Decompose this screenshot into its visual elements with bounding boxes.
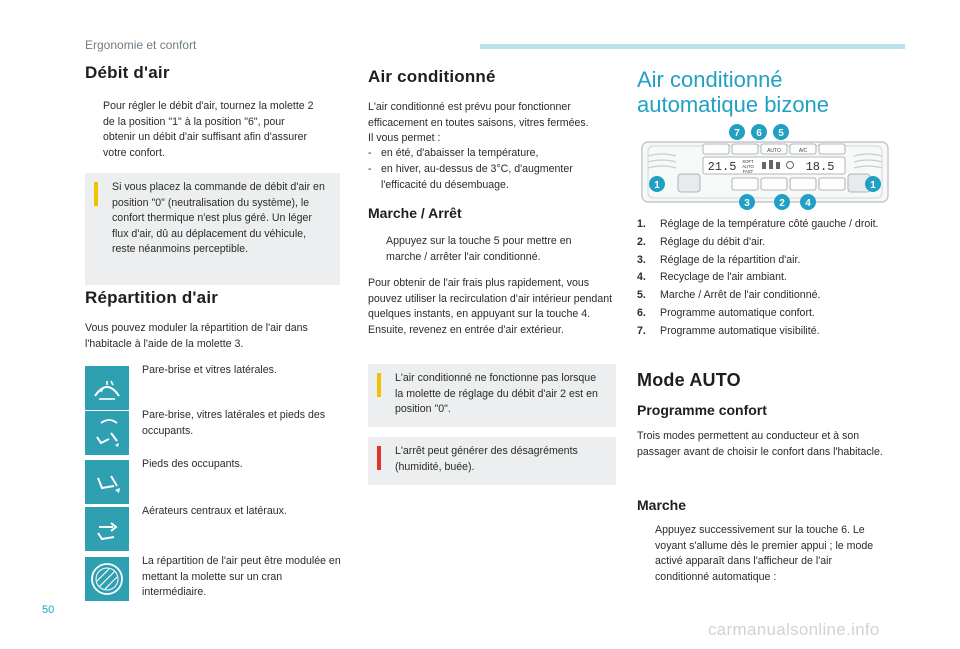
watermark: carmanualsonline.info <box>708 620 880 639</box>
climate-panel-illustration <box>640 116 890 212</box>
header-title: Ergonomie et confort <box>85 38 197 52</box>
debit-info-text: Si vous placez la commande de débit d'air en position "0" (neutralisation du système), le confort thermique n'est plus géré. Un léger flux d'air, dû au déplacement du véhicule, reste néanmoins perceptible. <box>112 181 325 256</box>
callout-6: 6 <box>756 128 762 139</box>
panel-button-auto: AUTO <box>767 148 781 154</box>
panel-soft-label: SOFT <box>742 159 754 164</box>
repartition-intro: Vous pouvez moduler la répartition de l'air dans l'habitacle à l'aide de la molette 3. <box>85 322 308 350</box>
marche-arret-text <box>368 234 600 265</box>
ac-warning-text: L'arrêt peut générer des désagréments (humidité, buée). <box>395 445 578 473</box>
legend-num: 7. <box>637 324 646 337</box>
marche-text <box>637 523 887 585</box>
callout-3: 3 <box>744 198 750 209</box>
legend-item <box>637 323 887 341</box>
distribution-text: Aérateurs centraux et latéraux. <box>142 505 287 517</box>
ac-intro-1: L'air conditionné est prévu pour fonctionner efficacement en toutes saisons, vitres fermées. <box>368 101 589 129</box>
panel-legend <box>637 216 887 341</box>
legend-num: 2. <box>637 235 646 248</box>
debit-text-body: Pour régler le débit d'air, tournez la molette 2 de la position "1" à la position "6", pour obtenir un débit d'air suffisant afin d'assurer votre confort. <box>103 100 314 159</box>
legend-num: 1. <box>637 218 646 230</box>
face-vent-icon <box>85 507 129 551</box>
distribution-text: Pare-brise, vitres latérales et pieds des occupants. <box>142 409 326 437</box>
debit-title: Débit d'air <box>85 63 170 82</box>
left-temp-dial <box>678 174 700 192</box>
programme-confort-title: Programme confort <box>637 402 767 418</box>
legend-num: 5. <box>637 289 646 302</box>
panel-temp-left: 21.5 <box>707 160 737 174</box>
ac-title: Air conditionné <box>368 67 496 86</box>
windscreen-demist-icon <box>85 366 129 410</box>
ac-dash-1: - en été, d'abaisser la température, <box>368 147 539 159</box>
legend-text: Recyclage de l'air ambiant. <box>660 271 787 284</box>
ac-warning-box <box>368 437 616 485</box>
header-bar <box>480 44 905 49</box>
warning-icon <box>377 446 381 470</box>
debit-text <box>85 99 317 161</box>
legend-text: Marche / Arrêt de l'air conditionné. <box>660 289 821 302</box>
panel-auto-label: AUTO <box>742 164 754 169</box>
marche-arret-body: Appuyez sur la touche 5 pour mettre en marche / arrêter l'air conditionné. <box>386 235 572 263</box>
panel-button-ac: A/C <box>798 148 808 154</box>
ac-dash-2: - en hiver, au-dessus de 3°C, d'augmenter l'efficacité du désembuage. <box>368 163 573 191</box>
legend-num: 6. <box>637 306 646 319</box>
marche-text-body: Appuyez successivement sur la touche 6. Le voyant s'allume dès le premier appui ; le mode activé apparaît dans l'afficheur de l'air conditionné automatique : <box>655 524 874 583</box>
legend-item <box>637 252 887 270</box>
legend-item <box>637 287 887 305</box>
marche-title: Marche <box>637 497 687 513</box>
ac-dash-2-text: en hiver, au-dessus de 3°C, d'augmenter l'efficacité du désembuage. <box>381 163 573 191</box>
page-number: 50 <box>42 604 55 616</box>
info-icon <box>94 182 98 206</box>
ac-dash-1-text: en été, d'abaisser la température, <box>381 147 539 159</box>
legend-text: Programme automatique visibilité. <box>660 324 820 337</box>
callout-2: 2 <box>779 198 785 209</box>
callout-7: 7 <box>734 128 740 139</box>
ac-info-text: L'air conditionné ne fonctionne pas lorsque la molette de réglage du débit d'air 2 est en position "0". <box>395 372 598 416</box>
info-icon <box>377 373 381 397</box>
callout-1-left: 1 <box>654 180 660 191</box>
callout-1-right: 1 <box>870 180 876 191</box>
climate-control-panel <box>640 116 890 212</box>
panel-temp-right: 18.5 <box>805 160 835 174</box>
legend-text: Réglage de la température côté gauche / droit. <box>660 218 879 230</box>
repartition-title: Répartition d'air <box>85 288 219 307</box>
auto-bizone-title <box>637 67 829 117</box>
distribution-dial-icon <box>85 557 129 601</box>
ac-intro-2: Il vous permet : <box>368 132 441 144</box>
recirc-text: Pour obtenir de l'air frais plus rapidement, vous pouvez utiliser la recirculation d'air intérieur pendant quelques instants, en appuyant sur la touche 4. Ensuite, revenez en entrée d'air extérieur. <box>368 277 613 336</box>
mode-auto-title: Mode AUTO <box>637 370 741 390</box>
programme-confort-text: Trois modes permettent au conducteur et à son passager avant de choisir le confort dans l'habitacle. <box>637 430 883 458</box>
callout-4: 4 <box>805 198 811 209</box>
distribution-text: La répartition de l'air peut être modulée en mettant la molette sur un cran intermédiaire. <box>142 555 341 599</box>
legend-num: 3. <box>637 253 646 266</box>
windscreen-and-feet-icon <box>85 411 129 455</box>
debit-info-box <box>85 173 340 285</box>
legend-text: Réglage de la répartition d'air. <box>660 253 801 266</box>
legend-text: Programme automatique confort. <box>660 306 815 319</box>
legend-item <box>637 216 887 234</box>
distribution-text: Pieds des occupants. <box>142 458 243 470</box>
legend-item <box>637 269 887 287</box>
ac-info-box <box>368 364 616 427</box>
legend-num: 4. <box>637 271 646 284</box>
auto-bizone-title-line1: Air conditionné <box>637 67 783 92</box>
legend-text: Réglage du débit d'air. <box>660 235 766 248</box>
feet-vent-icon <box>85 460 129 504</box>
auto-bizone-title-line2: automatique bizone <box>637 92 830 117</box>
legend-item <box>637 305 887 323</box>
panel-fast-label: FAST <box>742 169 754 174</box>
marche-arret-title: Marche / Arrêt <box>368 205 462 221</box>
distribution-text: Pare-brise et vitres latérales. <box>142 364 277 376</box>
legend-item <box>637 234 887 252</box>
callout-5: 5 <box>778 128 784 139</box>
